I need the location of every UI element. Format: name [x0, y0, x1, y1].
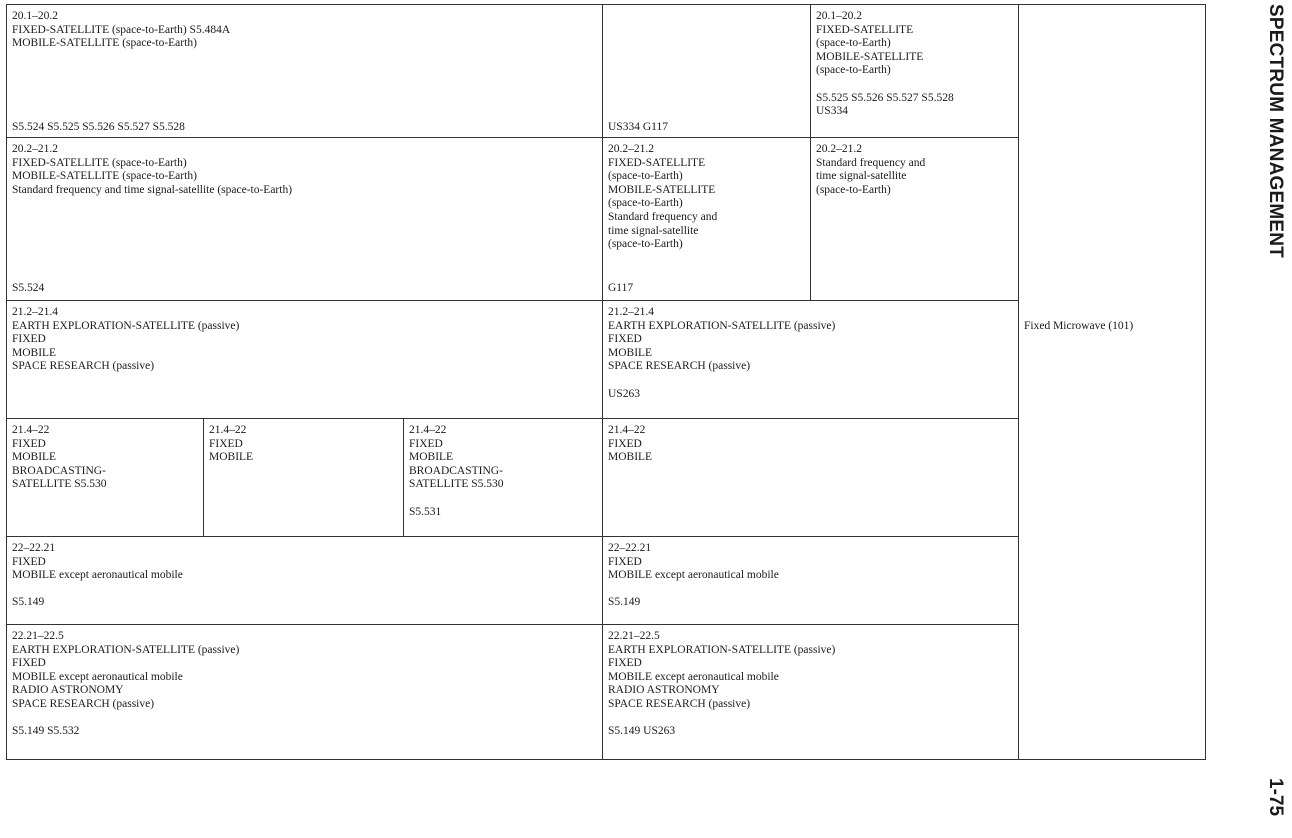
- allocation-line: MOBILE-SATELLITE (space-to-Earth): [12, 170, 197, 183]
- itu-allocation-cell: [12, 143, 596, 296]
- allocation-line: (space-to-Earth): [816, 64, 891, 77]
- footnote: S5.524 S5.525 S5.526 S5.527 S5.528: [12, 121, 185, 134]
- allocation-line: MOBILE: [608, 451, 653, 464]
- allocation-line: SPACE RESEARCH (passive): [12, 360, 155, 373]
- region3-allocation-cell: [409, 424, 597, 532]
- allocation-line: SATELLITE S5.530: [409, 478, 504, 491]
- row-divider: [6, 624, 1018, 625]
- allocation-line: [409, 492, 597, 506]
- allocation-line: MOBILE-SATELLITE: [816, 50, 924, 63]
- allocation-line: [608, 374, 1012, 388]
- allocation-line: 21.2–21.4: [608, 306, 654, 318]
- allocation-line: RADIO ASTRONOMY: [12, 684, 124, 697]
- allocation-line: 22.21–22.5: [608, 630, 660, 642]
- allocation-line: [816, 78, 1012, 92]
- table-border-right: [1205, 4, 1206, 760]
- allocation-line: 20.1–20.2: [816, 10, 862, 22]
- us-allocation-cell: [608, 424, 1012, 532]
- allocation-line: FIXED: [12, 657, 46, 670]
- allocation-line: (space-to-Earth): [608, 197, 683, 210]
- table-border-left: [6, 4, 7, 760]
- column-divider: [203, 418, 204, 537]
- footnote: S5.149 S5.532: [12, 725, 80, 738]
- footnote: S5.525 S5.526 S5.527 S5.528: [816, 91, 954, 104]
- allocation-line: FIXED: [12, 333, 46, 346]
- allocation-line: FIXED: [12, 437, 46, 450]
- allocation-table: [6, 4, 1206, 760]
- allocation-line: FIXED-SATELLITE: [816, 23, 914, 36]
- row-divider: [6, 137, 1018, 138]
- allocation-line: EARTH EXPLORATION-SATELLITE (passive): [12, 319, 240, 332]
- allocation-line: EARTH EXPLORATION-SATELLITE (passive): [608, 319, 836, 332]
- allocation-line: SPACE RESEARCH (passive): [12, 697, 155, 710]
- allocation-line: MOBILE except aeronautical mobile: [608, 670, 779, 683]
- footnote: S5.524: [12, 282, 45, 295]
- allocation-line: [12, 712, 596, 726]
- column-divider: [810, 4, 811, 301]
- allocation-line: 21.4–22: [409, 424, 447, 436]
- us-allocation-cell: [608, 630, 1012, 755]
- section-title-text: SPECTRUM MANAGEMENT: [1265, 4, 1286, 258]
- itu-allocation-cell: [12, 542, 596, 622]
- allocation-line: [608, 712, 1012, 726]
- allocation-line: FIXED: [12, 555, 46, 568]
- allocation-line: (space-to-Earth): [816, 37, 891, 50]
- itu-allocation-cell: [12, 306, 596, 414]
- allocation-line: [12, 583, 596, 597]
- allocation-line: SATELLITE S5.530: [12, 478, 107, 491]
- footnote: G117: [608, 282, 634, 295]
- allocation-line: FIXED: [209, 437, 243, 450]
- page-number: [1264, 778, 1286, 838]
- column-divider: [403, 418, 404, 537]
- federal-allocation-cell: [608, 10, 804, 135]
- allocation-line: 22–22.21: [608, 542, 652, 554]
- allocation-line: (space-to-Earth): [816, 183, 891, 196]
- region2-allocation-cell: [209, 424, 397, 532]
- us-allocation-cell: [608, 306, 1012, 414]
- allocation-line: 21.4–22: [12, 424, 50, 436]
- nonfederal-allocation-cell: [816, 10, 1012, 135]
- allocation-line: time signal-satellite: [608, 224, 699, 237]
- us-allocation-cell: [608, 542, 1012, 622]
- allocation-line: FIXED-SATELLITE: [608, 156, 706, 169]
- page-number-text: 1-75: [1265, 778, 1286, 817]
- allocation-line: MOBILE: [209, 451, 254, 464]
- footnote: S5.149: [12, 596, 45, 609]
- allocation-line: RADIO ASTRONOMY: [608, 684, 720, 697]
- allocation-line: MOBILE except aeronautical mobile: [12, 670, 183, 683]
- allocation-line: SPACE RESEARCH (passive): [608, 697, 751, 710]
- nonfederal-allocation-cell: [816, 143, 1012, 296]
- footnote: US334: [816, 105, 848, 118]
- footnote: S5.149 US263: [608, 725, 676, 738]
- row-divider: [6, 418, 1018, 419]
- fcc-rule-part-cell: [1024, 320, 1200, 360]
- allocation-line: MOBILE except aeronautical mobile: [12, 569, 183, 582]
- allocation-line: Standard frequency and time signal-satellite (space-to-Earth): [12, 183, 293, 196]
- itu-allocation-cell: [12, 630, 596, 755]
- allocation-line: 21.4–22: [209, 424, 247, 436]
- row-divider: [6, 536, 1018, 537]
- allocation-line: 20.1–20.2: [12, 10, 58, 22]
- allocation-line: 22–22.21: [12, 542, 56, 554]
- table-border-bottom: [6, 759, 1206, 760]
- allocation-line: 21.4–22: [608, 424, 646, 436]
- allocation-line: MOBILE-SATELLITE (space-to-Earth): [12, 37, 197, 50]
- allocation-line: MOBILE: [12, 451, 57, 464]
- allocation-line: (space-to-Earth): [608, 170, 683, 183]
- allocation-line: FIXED: [608, 657, 642, 670]
- footnote: US263: [608, 387, 640, 400]
- footnote: S5.149: [608, 596, 641, 609]
- allocation-line: SPACE RESEARCH (passive): [608, 360, 751, 373]
- table-border-top: [6, 4, 1206, 5]
- allocation-line: 20.2–21.2: [12, 143, 58, 155]
- allocation-line: BROADCASTING-: [409, 464, 503, 477]
- region1-allocation-cell: [12, 424, 198, 532]
- footnote: US334 G117: [608, 121, 668, 134]
- allocation-line: FIXED: [409, 437, 443, 450]
- allocation-line: BROADCASTING-: [12, 464, 106, 477]
- allocation-line: FIXED-SATELLITE (space-to-Earth): [12, 156, 187, 169]
- allocation-line: MOBILE: [12, 346, 57, 359]
- allocation-line: MOBILE: [409, 451, 454, 464]
- allocation-line: time signal-satellite: [816, 170, 907, 183]
- allocation-line: Standard frequency and: [816, 156, 926, 169]
- allocation-line: [608, 583, 1012, 597]
- allocation-line: Standard frequency and: [608, 210, 718, 223]
- allocation-line: MOBILE-SATELLITE: [608, 183, 716, 196]
- allocation-line: 20.2–21.2: [816, 143, 862, 155]
- allocation-line: (space-to-Earth): [608, 238, 683, 251]
- allocation-line: EARTH EXPLORATION-SATELLITE (passive): [12, 643, 240, 656]
- allocation-line: 20.2–21.2: [608, 143, 654, 155]
- section-title: [1264, 4, 1286, 344]
- federal-allocation-cell: [608, 143, 804, 296]
- allocation-line: FIXED: [608, 555, 642, 568]
- footnote: S5.531: [409, 505, 442, 518]
- allocation-line: 21.2–21.4: [12, 306, 58, 318]
- rule-part-label: Fixed Microwave (101): [1024, 320, 1134, 332]
- allocation-line: FIXED: [608, 437, 642, 450]
- row-divider: [6, 300, 1018, 301]
- allocation-line: 22.21–22.5: [12, 630, 64, 642]
- allocation-line: MOBILE except aeronautical mobile: [608, 569, 779, 582]
- column-divider: [1018, 4, 1019, 760]
- column-divider: [602, 4, 603, 760]
- allocation-line: MOBILE: [608, 346, 653, 359]
- allocation-line: EARTH EXPLORATION-SATELLITE (passive): [608, 643, 836, 656]
- allocation-line: FIXED-SATELLITE (space-to-Earth) S5.484A: [12, 23, 231, 36]
- allocation-line: FIXED: [608, 333, 642, 346]
- itu-allocation-cell: [12, 10, 596, 135]
